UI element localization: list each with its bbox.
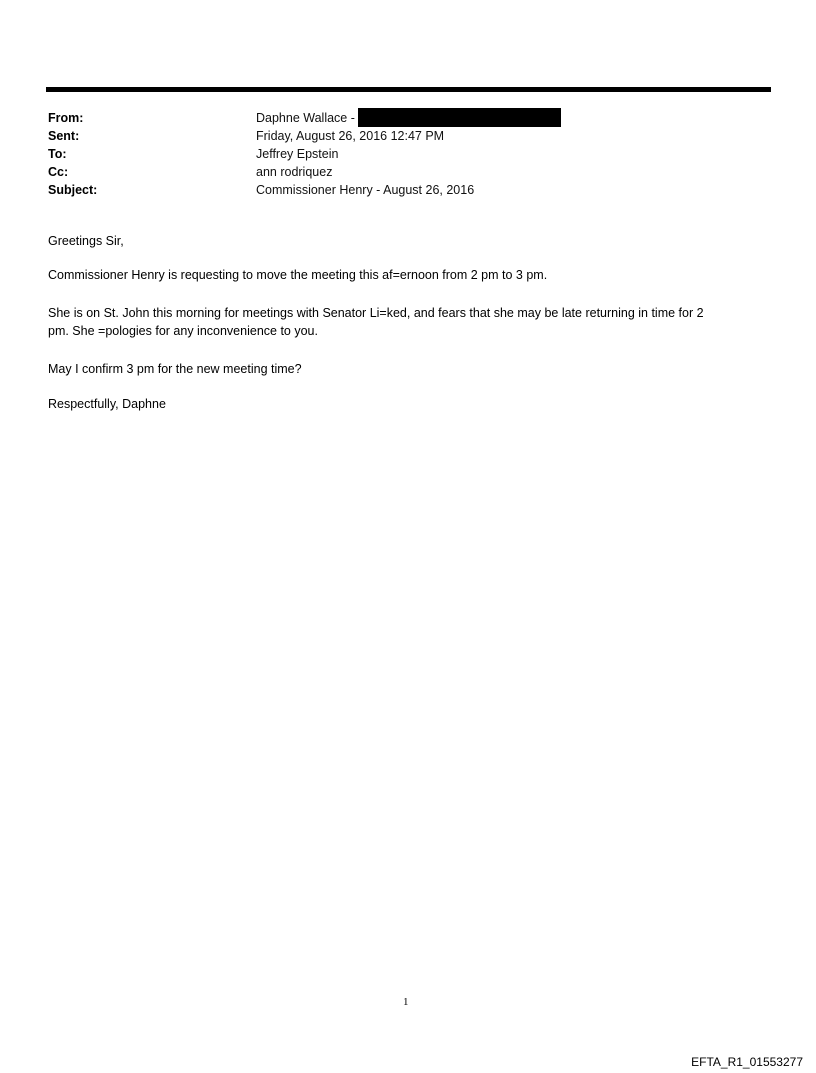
from-label: From: xyxy=(48,111,84,125)
from-value: Daphne Wallace - xyxy=(256,109,561,127)
from-name: Daphne Wallace xyxy=(256,111,348,125)
cc-value: ann rodriquez xyxy=(256,165,333,179)
signoff: Respectfully, Daphne xyxy=(48,397,166,411)
greeting: Greetings Sir, xyxy=(48,234,124,248)
body-paragraph-2-line-1: She is on St. John this morning for meetings with Senator Li=ked, and fears that she may be late returning in time for 2 xyxy=(48,306,704,320)
to-label: To: xyxy=(48,147,67,161)
sent-value: Friday, August 26, 2016 12:47 PM xyxy=(256,129,445,143)
header-rule xyxy=(46,87,771,92)
to-value: Jeffrey Epstein xyxy=(256,147,339,161)
footer-document-id: EFTA_R1_01553277 xyxy=(691,1055,803,1069)
subject-label: Subject: xyxy=(48,183,98,197)
body-paragraph-3: May I confirm 3 pm for the new meeting time? xyxy=(48,362,302,376)
body-paragraph-1: Commissioner Henry is requesting to move the meeting this af=ernoon from 2 pm to 3 pm. xyxy=(48,268,548,282)
body-paragraph-2-line-2: pm. She =pologies for any inconvenience to you. xyxy=(48,324,318,338)
sent-label: Sent: xyxy=(48,129,80,143)
cc-label: Cc: xyxy=(48,165,69,179)
redaction-box xyxy=(358,108,561,127)
subject-value: Commissioner Henry - August 26, 2016 xyxy=(256,183,475,197)
page-number: 1 xyxy=(403,996,409,1008)
